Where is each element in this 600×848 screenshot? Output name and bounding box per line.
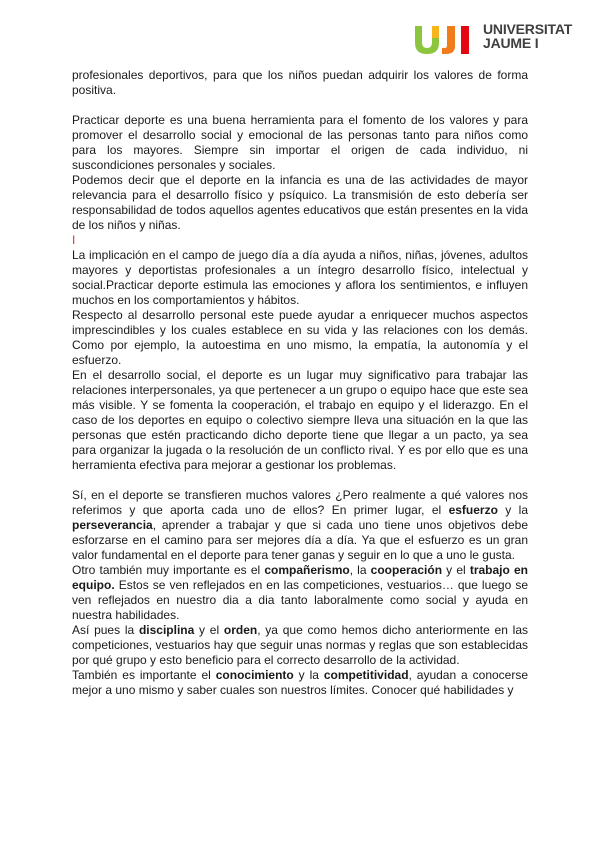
value-perseverance: perseverancia — [72, 518, 153, 532]
text-run: , aprender a trabajar y que si cada uno tiene unos objetivos debe esforzarse en el camino para ser mejores día a día. Ya que el esfuerzo es un gran valor fundamental en el deporte para tener ganas y seguir en lo que a uno le gusta. — [72, 518, 528, 562]
paragraph-5: Respecto al desarrollo personal este puede ayudar a enriquecer muchos aspectos imprescindibles y los cuales establece en su vida y las relaciones con los demás. Como por ejemplo, la autoestima en uno mismo, la empatía, la autonomía y el esfuerzo. — [72, 308, 528, 367]
text-run: , ya que como hemos dicho anteriormente en las competiciones, vestuarios hay que seguir unas normas y reglas que son establecidas por qué grupo y esto beneficio para el correcto desarrollo de la actividad. — [72, 623, 528, 667]
text-run: , la — [349, 563, 371, 577]
value-discipline: disciplina — [138, 623, 195, 637]
paragraph-7 — [72, 488, 528, 563]
text-run: y la — [497, 503, 528, 517]
text-run: Así pues la — [72, 623, 139, 637]
logo-line-2: JAUME I — [483, 35, 539, 51]
value-order: orden — [223, 623, 258, 637]
value-knowledge: conocimiento — [215, 668, 294, 682]
logo-mark-i — [461, 26, 469, 54]
paragraph-1: profesionales deportivos, para que los niños puedan adquirir los valores de forma positiva. — [72, 68, 528, 97]
logo-wordmark — [483, 22, 572, 50]
value-teamwork: trabajo en equipo. — [72, 563, 528, 592]
paragraph-2: Practicar deporte es una buena herramienta para el fomento de los valores y para promover el desarrollo social y emocional de las personas tanto para niños como para los mayores. Siempre sin importar el origen de cada individuo, ni suscondiciones personales y sociales. — [72, 113, 528, 172]
logo-mark-u-accent — [432, 26, 439, 38]
document-body — [72, 68, 528, 698]
paragraph-10 — [72, 668, 528, 698]
text-run: y el — [194, 623, 224, 637]
text-run: y la — [293, 668, 324, 682]
paragraph-8 — [72, 563, 528, 623]
text-run: , ayudan a conocerse mejor a uno mismo y saber cuales son nuestros límites. Conocer qué habilidades y — [72, 668, 529, 697]
value-effort: esfuerzo — [448, 503, 498, 517]
logo-line-1: UNIVERSITAT — [483, 21, 573, 37]
paragraph-4: La implicación en el campo de juego día a día ayuda a niños, niñas, jóvenes, adultos mayores y deportistas profesionales a un íntegro desarrollo físico, intelectual y social.Practicar deporte estimula las emociones y aflora los sentimientos, e influyen muchos en los comportamientos y hábitos. — [72, 248, 528, 307]
university-logo — [413, 20, 588, 56]
value-competitiveness: competitividad — [323, 668, 409, 682]
paragraph-6: En el desarrollo social, el deporte es un lugar muy significativo para trabajar las relaciones interpersonales, ya que pertenecer a un grupo o equipo hace que este sea más visible. Y se fomenta la cooperación, el trabajo en equipo y el liderazgo. En el caso de los deportes en equipo o colectivo siempre lleva una situación en la que las personas que estén practicando dicho deporte tiene que llegar a un pacto, ya sea para organizar la jugada o la resolución de un conflicto rival. Y es por ello que es una herramienta efectiva para mejorar a gestionar los problemas. — [72, 368, 528, 472]
uji-logo-mark-icon — [413, 20, 479, 56]
text-run: Estos se ven reflejados en en las competiciones, vestuarios… que luego se ven reflejados en nuestro dia a dia tanto laboralmente como social y ayuda en nuestra habilidades. — [72, 578, 528, 622]
text-run: y el — [442, 563, 470, 577]
spacer — [72, 473, 528, 488]
paragraph-9 — [72, 623, 528, 668]
text-run: Otro también muy importante es el — [72, 563, 265, 577]
text-run: También es importante el — [72, 668, 216, 682]
text-run: Sí, en el deporte se transfieren muchos valores ¿Pero realmente a qué valores nos referimos y que aporta cada uno de ellos? En primer lugar, el — [72, 488, 528, 517]
value-cooperation: cooperación — [370, 563, 443, 577]
spacer — [72, 98, 528, 113]
text-cursor-mark: I — [72, 233, 76, 247]
paragraph-3: Podemos decir que el deporte en la infancia es una de las actividades de mayor relevancia para el desarrollo físico y psíquico. La transmisión de esto debería ser responsabilidad de todos aquellos agentes educativos que están presentes en la vida de los niños y niñas. — [72, 173, 528, 232]
logo-mark-j — [442, 26, 455, 54]
value-companionship: compañerismo — [264, 563, 350, 577]
